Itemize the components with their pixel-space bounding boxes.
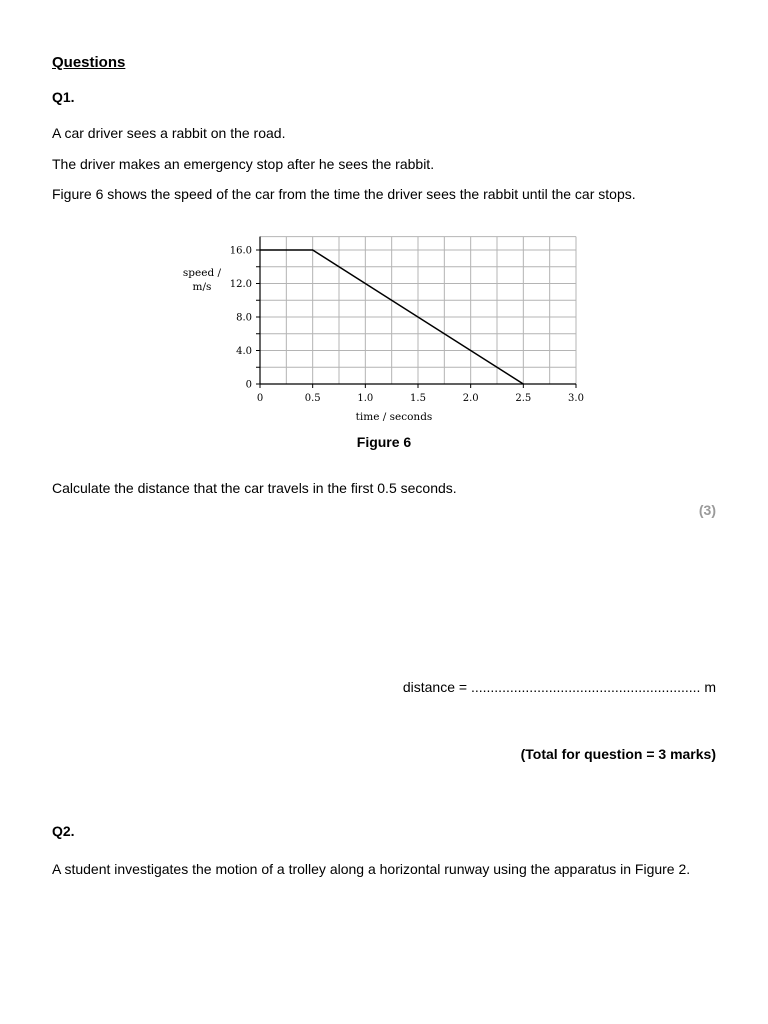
answer-line: distance = ........................................................... m bbox=[402, 679, 716, 695]
y-tick-label: 8.0 bbox=[236, 312, 252, 324]
x-tick-label: 0.5 bbox=[304, 393, 321, 404]
total-marks: (Total for question = 3 marks) bbox=[520, 746, 716, 762]
x-tick-label: 0 bbox=[256, 393, 264, 404]
x-tick-label: 2.5 bbox=[515, 393, 532, 404]
q2-line: A student investigates the motion of a trolley along a horizontal runway using the apparatus in Figure 2. bbox=[52, 861, 691, 877]
x-axis-label: time / seconds bbox=[355, 411, 433, 423]
x-tick-label: 2.0 bbox=[462, 393, 479, 404]
x-tick-label: 3.0 bbox=[568, 393, 584, 404]
marks-label: (3) bbox=[698, 502, 716, 518]
figure-caption: Figure 6 bbox=[356, 434, 412, 450]
x-tick-label: 1.5 bbox=[410, 393, 426, 404]
question-1-number: Q1. bbox=[52, 89, 75, 105]
graph-grid bbox=[260, 237, 576, 384]
q1-line-3: Figure 6 shows the speed of the car from the time the driver sees the rabbit until the car stops. bbox=[52, 186, 636, 202]
q1-line-2: The driver makes an emergency stop after he sees the rabbit. bbox=[52, 156, 435, 172]
q1-question: Calculate the distance that the car travels in the first 0.5 seconds. bbox=[52, 480, 457, 496]
y-tick-label: 16.0 bbox=[229, 245, 252, 257]
graph-ticks bbox=[230, 246, 584, 405]
q1-line-1: A car driver sees a rabbit on the road. bbox=[52, 125, 286, 141]
y-axis-label-line-1: speed / bbox=[182, 267, 222, 279]
question-2-number: Q2. bbox=[52, 823, 75, 839]
x-tick-label: 1.0 bbox=[357, 393, 374, 404]
y-tick-label: 4.0 bbox=[236, 346, 252, 357]
y-tick-label: 0 bbox=[245, 379, 252, 391]
y-axis-label-line-2: m/s bbox=[192, 281, 212, 293]
speed-time-graph bbox=[0, 0, 768, 440]
y-tick-label: 12.0 bbox=[229, 279, 252, 290]
section-heading: Questions bbox=[52, 54, 126, 71]
